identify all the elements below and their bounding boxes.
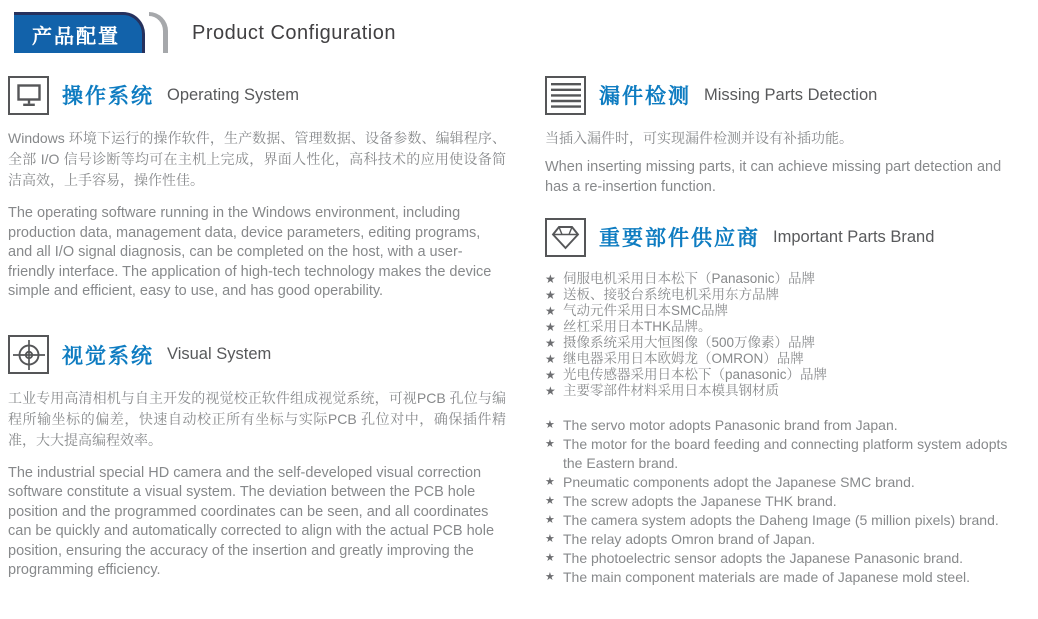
star-bullet-icon: ★ [545, 571, 555, 583]
badge-swoosh-decoration [149, 12, 168, 53]
operating-system-title-en: Operating System [167, 85, 300, 104]
missing-parts-text-cn: 当插入漏件时，可实现漏件检测并设有补插功能。 [545, 130, 853, 146]
star-bullet-icon: ★ [545, 272, 556, 286]
list-item [545, 435, 1026, 473]
visual-system-title-cn: 视觉系统 [62, 344, 154, 368]
list-item-text: The relay adopts Omron brand of Japan. [563, 531, 816, 547]
list-item-text: 送板、接驳台系统电机采用东方品牌 [563, 287, 779, 302]
right-column [520, 53, 1026, 587]
missing-parts-text-en: When inserting missing parts, it can achieve missing part detection and has a re-insertion function. [545, 159, 1002, 195]
section-operating-system [8, 75, 506, 302]
list-item [545, 416, 1026, 435]
star-bullet-icon: ★ [545, 552, 555, 564]
missing-parts-header [545, 75, 1026, 115]
list-item-text: The photoelectric sensor adopts the Japanese Panasonic brand. [563, 550, 964, 566]
list-item [545, 383, 1026, 399]
operating-system-text-en: The operating software running in the Windows environment, including production data, management data, device parameters, editing programs, and all I/O signal diagnosis, can be completed on the host, with a user-friendly interface. The application of high-tech technology makes the device simple and efficient, easy to use, and has good operability. [8, 205, 492, 299]
missing-parts-title-cn: 漏件检测 [599, 85, 691, 108]
list-item-text: 丝杠采用日本THK品牌。 [563, 319, 712, 334]
star-bullet-icon: ★ [545, 304, 556, 318]
list-item-text: 伺服电机采用日本松下（Panasonic）品牌 [563, 271, 816, 286]
operating-system-text-cn: Windows 环境下运行的操作软件，生产数据、管理数据、设备参数、编辑程序、全部 I/O 信号诊断等均可在主机上完成，界面人性化，高科技术的应用使设备简洁高效，上手容易，操作性佳。 [8, 130, 506, 188]
section-badge [14, 12, 145, 53]
list-item-text: The camera system adopts the Daheng Image (5 million pixels) brand. [563, 512, 999, 528]
visual-system-title-en: Visual System [167, 345, 272, 363]
page-title: Product Configuration [192, 22, 396, 44]
important-parts-header [545, 217, 1026, 257]
list-item-text: The servo motor adopts Panasonic brand from Japan. [563, 417, 898, 433]
list-item-text: The motor for the board feeding and connecting platform system adopts the Eastern brand. [563, 436, 1008, 471]
list-item [545, 351, 1026, 367]
section-important-parts-brand [545, 217, 1026, 587]
list-item [545, 473, 1026, 492]
stacked-lines-icon [545, 76, 586, 115]
list-item [545, 271, 1026, 287]
crosshair-target-icon [8, 335, 49, 374]
list-item [545, 335, 1026, 351]
operating-system-header [8, 75, 506, 115]
star-bullet-icon: ★ [545, 384, 556, 398]
star-bullet-icon: ★ [545, 514, 555, 526]
star-bullet-icon: ★ [545, 533, 555, 545]
list-item [545, 287, 1026, 303]
operating-system-title-cn: 操作系统 [62, 85, 154, 108]
list-item-text: 继电器采用日本欧姆龙（OMRON）品牌 [563, 351, 804, 366]
page-header [0, 0, 1038, 53]
badge-label: 产品配置 [32, 25, 120, 48]
star-bullet-icon: ★ [545, 419, 555, 431]
monitor-icon [8, 76, 49, 115]
star-bullet-icon: ★ [545, 288, 556, 302]
list-item [545, 568, 1026, 587]
star-bullet-icon: ★ [545, 495, 555, 507]
important-parts-title-en: Important Parts Brand [773, 227, 935, 246]
important-parts-title-cn: 重要部件供应商 [599, 227, 760, 250]
visual-system-header [8, 335, 506, 375]
section-visual-system [8, 335, 506, 581]
list-item-text: 气动元件采用日本SMC品牌 [563, 303, 728, 318]
list-item [545, 549, 1026, 568]
star-bullet-icon: ★ [545, 320, 556, 334]
section-missing-parts-detection [545, 75, 1026, 197]
left-column [8, 53, 520, 587]
list-item-text: 主要零部件材料采用日本模具钢材质 [563, 383, 779, 398]
diamond-gem-icon [545, 218, 586, 257]
visual-system-text-cn: 工业专用高清相机与自主开发的视觉校正软件组成视觉系统，可视PCB 孔位与编程所输坐标的偏差，快速自动校正所有坐标与实际PCB 孔位对中，确保插件精准，大大提高编程效率。 [8, 389, 506, 448]
star-bullet-icon: ★ [545, 368, 556, 382]
list-item [545, 530, 1026, 549]
list-item-text: 摄像系统采用大恒图像（500万像素）品牌 [563, 335, 816, 350]
brand-list-cn [545, 271, 1026, 399]
list-item [545, 511, 1026, 530]
list-item [545, 367, 1026, 383]
missing-parts-title-en: Missing Parts Detection [704, 85, 878, 104]
brand-list-en [545, 416, 1026, 587]
star-bullet-icon: ★ [545, 352, 556, 366]
list-item-text: The screw adopts the Japanese THK brand. [563, 493, 837, 509]
star-bullet-icon: ★ [545, 476, 555, 488]
list-item [545, 492, 1026, 511]
list-item [545, 303, 1026, 319]
star-bullet-icon: ★ [545, 438, 555, 450]
list-item-text: The main component materials are made of Japanese mold steel. [563, 569, 970, 585]
star-bullet-icon: ★ [545, 336, 556, 350]
list-item-text: 光电传感器采用日本松下（panasonic）品牌 [563, 367, 828, 382]
visual-system-text-en: The industrial special HD camera and the self-developed visual correction software constitute a visual system. The deviation between the PCB hole position and the programmed coordinates can be seen, and all coordinates can be quickly and automatically corrected to align with the actual PCB hole position, ensuring the accuracy of the insertion and greatly improving the programming efficiency. [8, 464, 495, 578]
content-columns [0, 53, 1038, 587]
list-item [545, 319, 1026, 335]
list-item-text: Pneumatic components adopt the Japanese SMC brand. [563, 474, 915, 490]
